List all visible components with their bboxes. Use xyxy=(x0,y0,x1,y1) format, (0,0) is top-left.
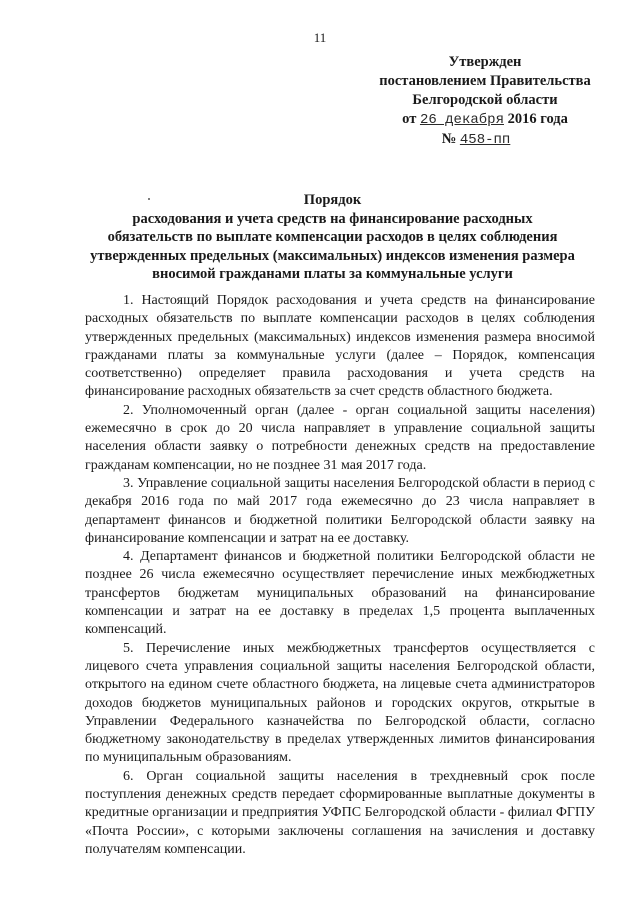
paragraph-6: 6. Орган социальной защиты населения в трехдневный срок после поступления денежных средств передает сформированные выплатные документы в кредитные организации и предприятия УФПС Белгородской области - филиал ФГПУ «Почта России», с которыми заключены соглашения на зачисления и доставку получателям компенсации. xyxy=(85,768,595,857)
approval-line-region: Белгородской области xyxy=(412,92,558,108)
document-title xyxy=(55,191,610,284)
title-line-2: обязательств по выплате компенсации расходов в целях соблюдения xyxy=(107,229,558,245)
approval-date-prefix: от xyxy=(402,111,417,127)
approval-number-handwritten: 458-пп xyxy=(459,132,511,148)
approval-line-resolution: постановлением Правительства xyxy=(379,73,591,89)
page-number: 11 xyxy=(313,30,327,45)
paragraph-4: 4. Департамент финансов и бюджетной политики Белгородской области не позднее 26 числа ежемесячно осуществляет перечисление иных межбюджетных трансфертов бюджетам муниципальных образований на финансирование компенсации и затрат на ее доставку в пределах 1,5 процента выплаченных компенсаций. xyxy=(85,549,595,638)
document-body xyxy=(85,292,595,859)
paragraph-3: 3. Управление социальной защиты населения Белгородской области в период с декабря 2016 года по май 2017 года ежемесячно до 23 числа направляет в департамент финансов и бюджетной политики Белгородской области заявку на финансирование компенсации и затрат на ее доставку. xyxy=(85,475,595,546)
approval-number-prefix: № xyxy=(441,131,457,147)
paragraph-5: 5. Перечисление иных межбюджетных трансфертов осуществляется с лицевого счета управления социальной защиты населения Белгородской области, открытого на едином счете областного бюджета, на лицевые счета администраторов доходов бюджетов муниципальных районов и городских округов, открытые в Управлении Федерального казначейства по Белгородской области, согласно бюджетному законодательству в пределах утвержденных лимитов финансирования по муниципальным образованиям. xyxy=(85,640,595,766)
title-line-4: вносимой гражданами платы за коммунальные услуги xyxy=(152,266,513,282)
paragraph-1: 1. Настоящий Порядок расходования и учета средств на финансирование расходных обязательств по выплате компенсации расходов в целях соблюдения утвержденных предельных (максимальных) индексов изменения размера вносимой гражданами платы за коммунальные услуги (далее – Порядок, компенсация соответственно) определяет правила расходования и учета средств на финансирование расходных обязательств за счет средств областного бюджета. xyxy=(85,293,595,400)
approval-number-line xyxy=(360,130,610,150)
title-line-3: утвержденных предельных (максимальных) индексов изменения размера xyxy=(90,247,575,264)
approval-date-line xyxy=(360,110,610,130)
approval-date-handwritten: 26 декабря xyxy=(419,112,504,128)
title-heading: Порядок xyxy=(303,192,362,208)
approval-stamp xyxy=(360,53,610,150)
paragraph-2: 2. Уполномоченный орган (далее - орган социальной защиты населения) ежемесячно в срок до 20 числа направляет в управление социальной защиты населения области заявку о потребности денежных средств на предоставление гражданам компенсации, но не позднее 31 мая 2017 года. xyxy=(85,402,595,473)
title-line-1: расходования и учета средств на финансирование расходных xyxy=(132,210,533,227)
approval-line-approved: Утвержден xyxy=(448,54,522,70)
approval-date-year: 2016 года xyxy=(507,111,568,127)
